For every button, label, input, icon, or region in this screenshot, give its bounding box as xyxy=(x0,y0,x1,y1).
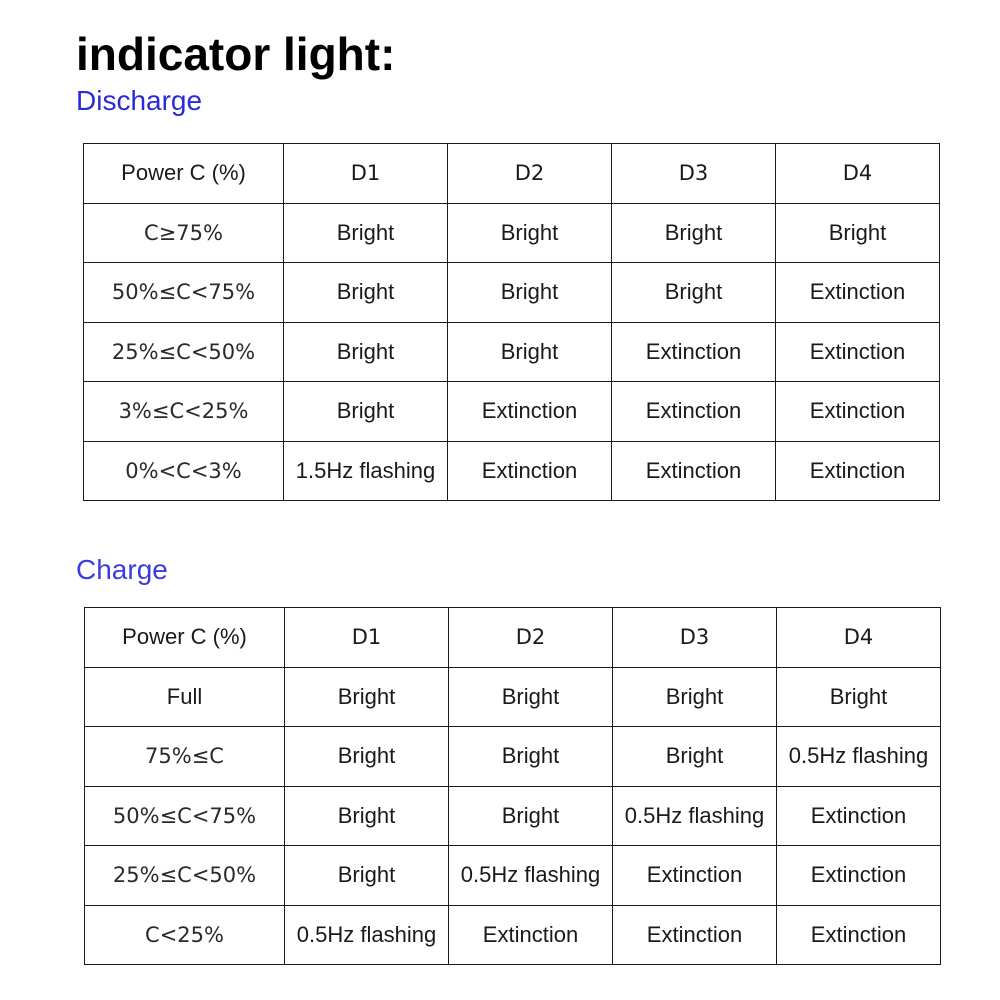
d2-cell: Extinction xyxy=(448,382,612,442)
d1-cell: Bright xyxy=(284,263,448,323)
discharge-section-title: Discharge xyxy=(76,85,203,116)
d2-cell: Bright xyxy=(449,786,613,846)
header-cell-d1: D1 xyxy=(284,144,448,204)
table-row xyxy=(85,846,941,906)
d4-cell: Extinction xyxy=(777,905,941,965)
table-row xyxy=(85,905,941,965)
d3-cell: Extinction xyxy=(612,441,776,501)
condition-cell: 0%<C<3% xyxy=(84,441,284,501)
d2-cell: Bright xyxy=(448,203,612,263)
condition-cell: Full xyxy=(85,667,285,727)
table-row xyxy=(85,727,941,787)
d3-cell: Extinction xyxy=(613,905,777,965)
header-cell-d3: D3 xyxy=(613,608,777,668)
d1-cell: 1.5Hz flashing xyxy=(284,441,448,501)
d3-cell: Extinction xyxy=(613,846,777,906)
header-cell-d1: D1 xyxy=(285,608,449,668)
d4-cell: Extinction xyxy=(777,846,941,906)
d3-cell: Extinction xyxy=(612,322,776,382)
table-row xyxy=(84,441,940,501)
d1-cell: Bright xyxy=(284,382,448,442)
header-cell-power: Power C (%) xyxy=(84,144,284,204)
header-cell-d2: D2 xyxy=(449,608,613,668)
d4-cell: Bright xyxy=(777,667,941,727)
table-row xyxy=(84,322,940,382)
table-row xyxy=(85,667,941,727)
table-header-row xyxy=(84,144,940,204)
d2-cell: Bright xyxy=(448,263,612,323)
d3-cell: Bright xyxy=(613,727,777,787)
condition-cell: 50%≤C<75% xyxy=(84,263,284,323)
d2-cell: Bright xyxy=(448,322,612,382)
d1-cell: Bright xyxy=(284,322,448,382)
d1-cell: Bright xyxy=(285,727,449,787)
charge-table xyxy=(84,607,941,965)
d1-cell: Bright xyxy=(285,846,449,906)
table-row xyxy=(84,382,940,442)
condition-cell: C≥75% xyxy=(84,203,284,263)
d4-cell: Extinction xyxy=(776,263,940,323)
d3-cell: Bright xyxy=(613,667,777,727)
table-header-row xyxy=(85,608,941,668)
d3-cell: Extinction xyxy=(612,382,776,442)
condition-cell: 25%≤C<50% xyxy=(85,846,285,906)
condition-cell: 25%≤C<50% xyxy=(84,322,284,382)
header-cell-d2: D2 xyxy=(448,144,612,204)
header-cell-d3: D3 xyxy=(612,144,776,204)
d2-cell: 0.5Hz flashing xyxy=(449,846,613,906)
header-cell-power: Power C (%) xyxy=(85,608,285,668)
d1-cell: 0.5Hz flashing xyxy=(285,905,449,965)
header-cell-d4: D4 xyxy=(776,144,940,204)
d2-cell: Bright xyxy=(449,727,613,787)
d1-cell: Bright xyxy=(284,203,448,263)
d4-cell: Extinction xyxy=(777,786,941,846)
d3-cell: 0.5Hz flashing xyxy=(613,786,777,846)
condition-cell: C<25% xyxy=(85,905,285,965)
condition-cell: 50%≤C<75% xyxy=(85,786,285,846)
d4-cell: Extinction xyxy=(776,382,940,442)
d1-cell: Bright xyxy=(285,786,449,846)
d2-cell: Extinction xyxy=(448,441,612,501)
discharge-table xyxy=(83,143,940,501)
condition-cell: 75%≤C xyxy=(85,727,285,787)
d2-cell: Bright xyxy=(449,667,613,727)
d1-cell: Bright xyxy=(285,667,449,727)
d4-cell: Bright xyxy=(776,203,940,263)
d4-cell: 0.5Hz flashing xyxy=(777,727,941,787)
d4-cell: Extinction xyxy=(776,441,940,501)
header-cell-d4: D4 xyxy=(777,608,941,668)
condition-cell: 3%≤C<25% xyxy=(84,382,284,442)
d3-cell: Bright xyxy=(612,263,776,323)
page-title: indicator light: xyxy=(76,28,396,80)
d3-cell: Bright xyxy=(612,203,776,263)
table-row xyxy=(84,263,940,323)
table-row xyxy=(84,203,940,263)
d2-cell: Extinction xyxy=(449,905,613,965)
table-row xyxy=(85,786,941,846)
d4-cell: Extinction xyxy=(776,322,940,382)
charge-section-title: Charge xyxy=(76,554,168,585)
